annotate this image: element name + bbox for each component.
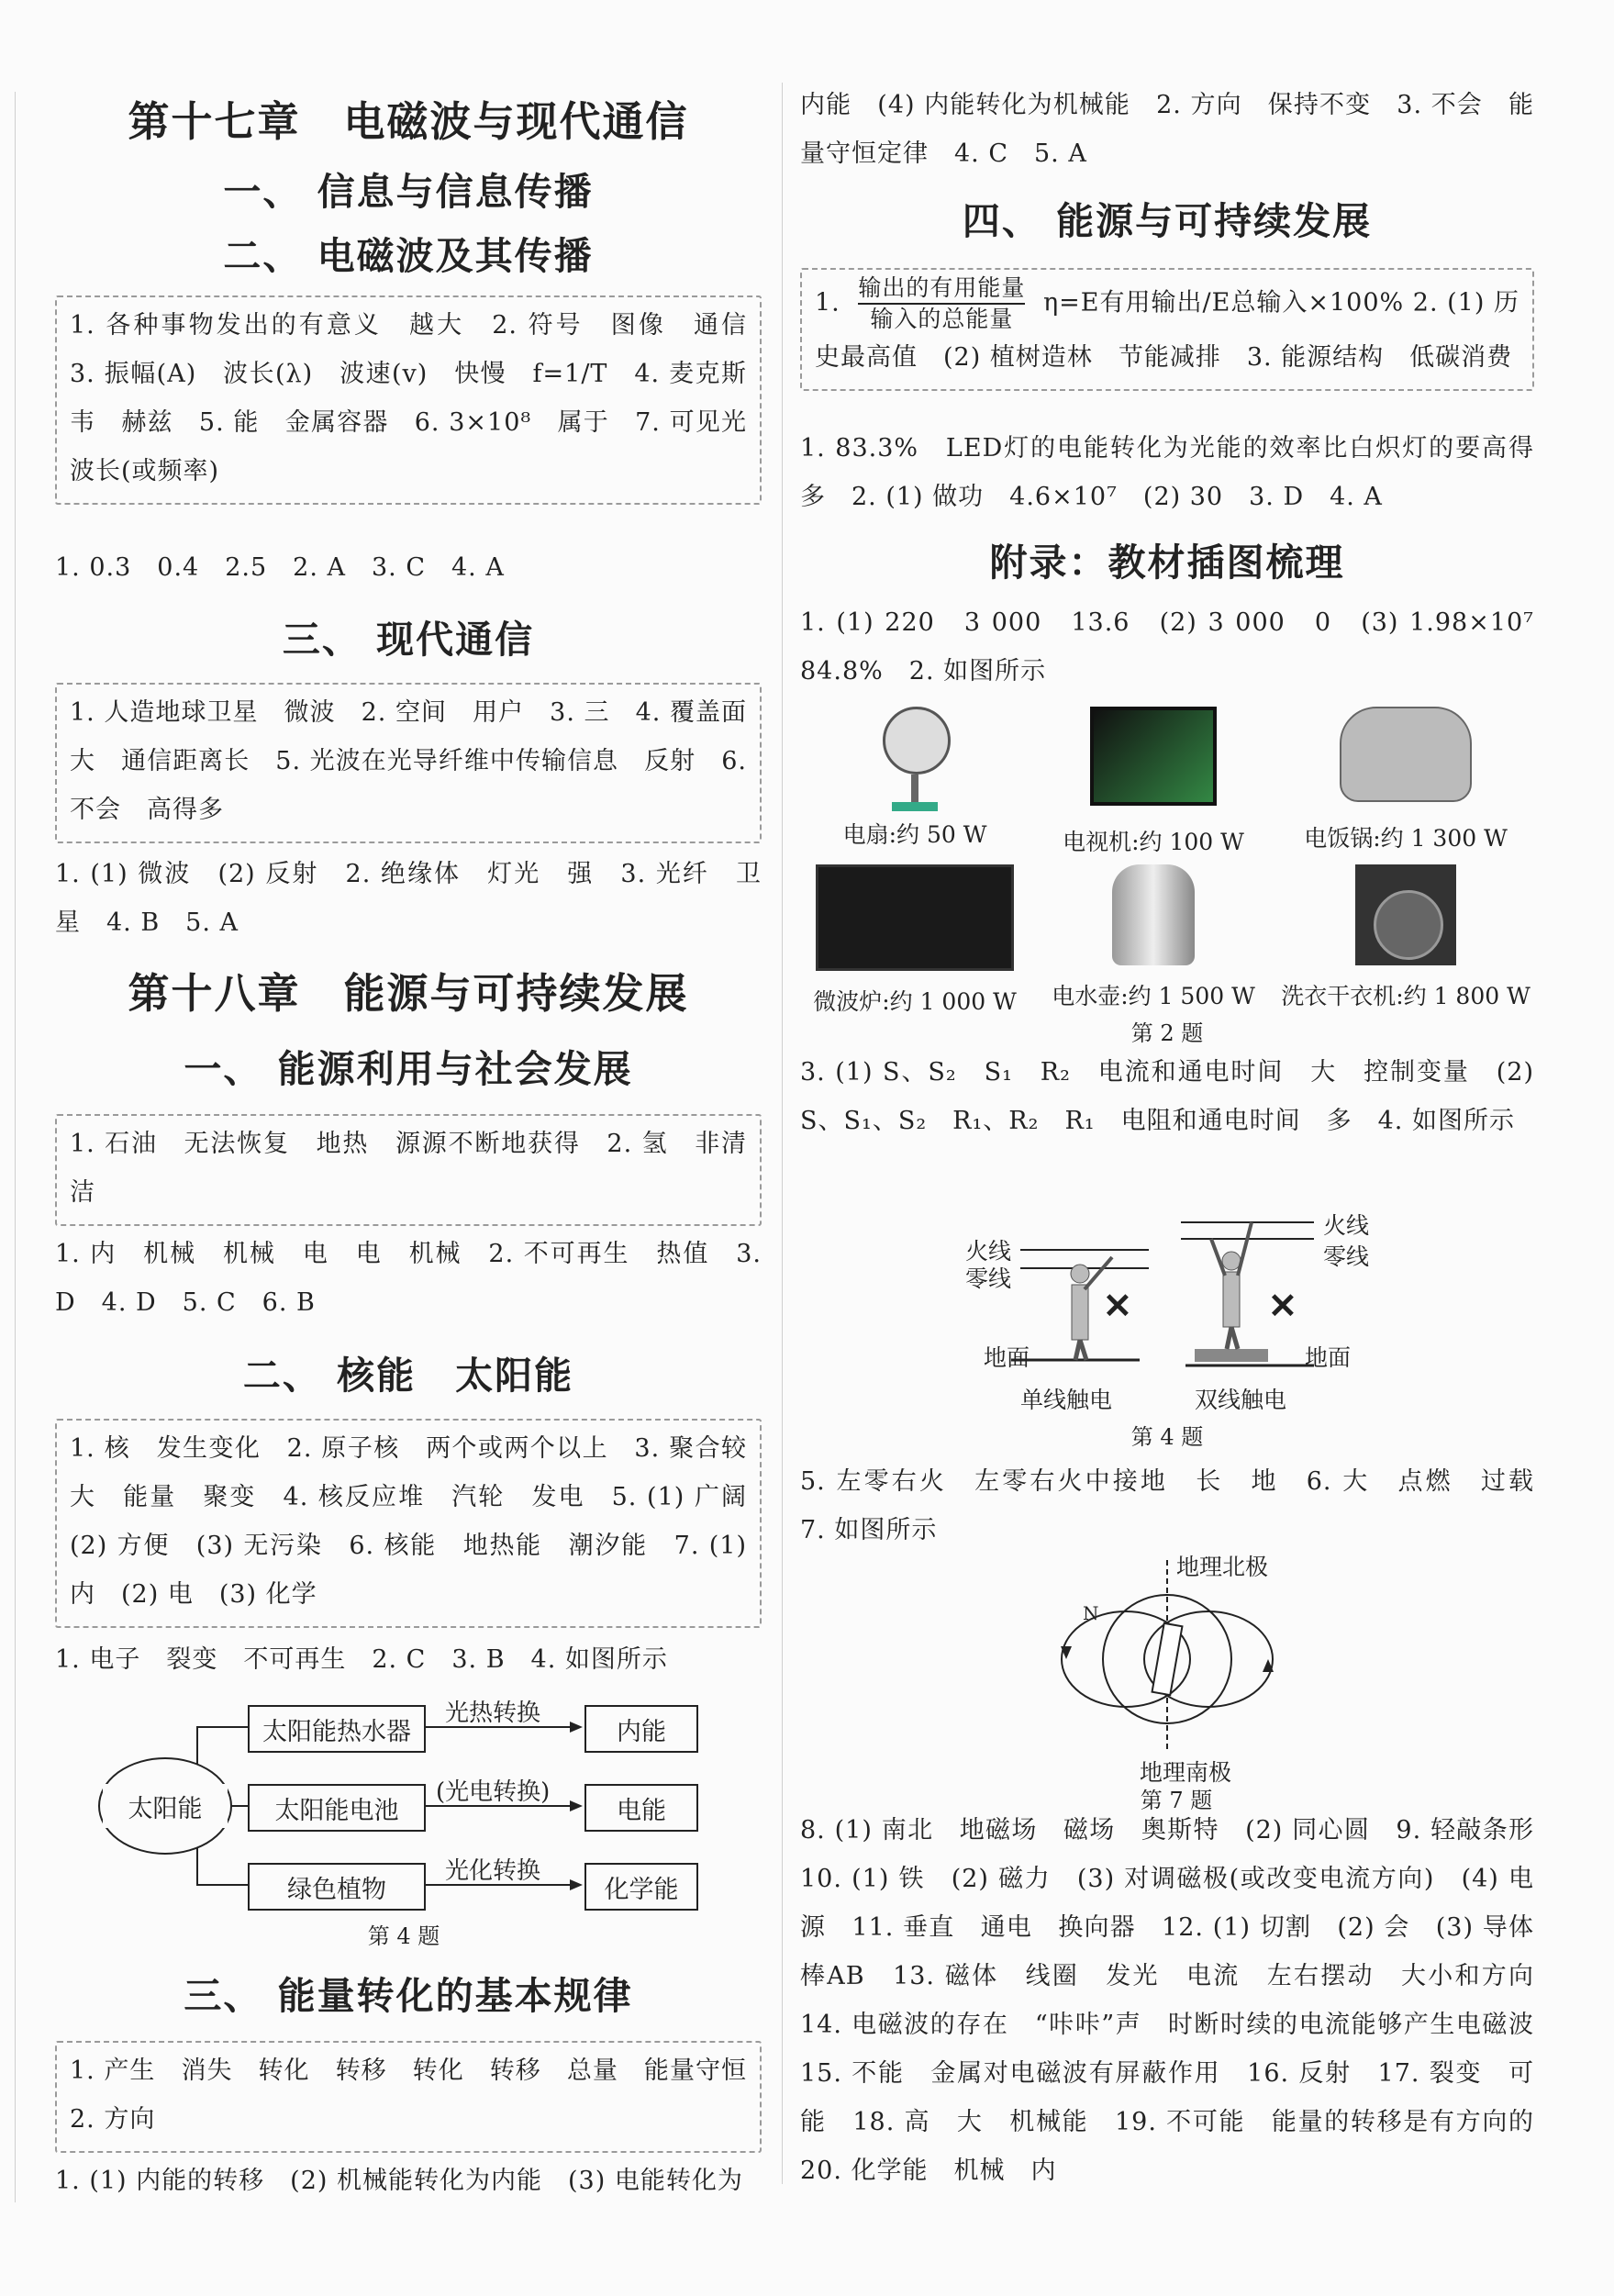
c18-section-1-box: 1. 石油 无法恢复 地热 源源不断地获得 2. 氢 非清洁 xyxy=(55,1114,762,1226)
single-wire-caption: 单线触电 xyxy=(1020,1387,1113,1413)
c18-section-3-box: 1. 产生 消失 转化 转移 转化 转移 总量 能量守恒 2. 方向 xyxy=(55,2041,762,2153)
kettle-label: 电水壶:约 1 500 W xyxy=(1052,983,1255,1009)
washer-label: 洗衣干衣机:约 1 800 W xyxy=(1281,983,1531,1009)
appliance-tv xyxy=(1030,707,1277,857)
live-wire-label-1: 火线 xyxy=(965,1238,1012,1265)
node-solar: 太阳能 xyxy=(103,1784,228,1828)
column-divider xyxy=(782,83,783,2184)
answer-3: 3. (1) S、S₂ S₁ R₂ 电流和通电时间 大 控制变量 (2) S、S₁、S₂ R₁、R₂ R₁ 电阻和通电时间 多 4. 如图所示 xyxy=(800,1058,1534,1135)
solar-energy-diagram xyxy=(92,1700,734,1956)
node-electric-energy: 电能 xyxy=(584,1784,698,1832)
label-photothermal: 光热转换 xyxy=(445,1700,541,1727)
section-2-box: 1. 各种事物发出的有意义 越大 2. 符号 图像 通信 3. 振幅(A) 波长(λ) 波速(v) 快慢 f=1/T 4. 麦克斯韦 赫兹 5. 能 金属容器 6. 3×10⁸ 属于 7. 可见光 波长(或频率) xyxy=(55,295,762,505)
geographic-south-label: 地理南极 xyxy=(1140,1759,1232,1786)
ground-label-1: 地面 xyxy=(984,1344,1030,1371)
appliance-microwave xyxy=(800,864,1030,1017)
microwave-label: 微波炉:约 1 000 W xyxy=(813,988,1017,1015)
electric-shock-figure xyxy=(965,1202,1387,1459)
tv-icon xyxy=(1090,707,1217,806)
fan-label: 电扇:约 50 W xyxy=(842,821,987,848)
label-photochemical: 光化转换 xyxy=(445,1857,541,1885)
page-edge-line xyxy=(15,92,16,2202)
section-2-title: 二、 电磁波及其传播 xyxy=(223,234,594,278)
appliance-washer-dryer xyxy=(1277,864,1534,1011)
efficiency-fraction xyxy=(858,273,1025,334)
ground-label-2: 地面 xyxy=(1305,1344,1352,1371)
figure-4-caption: 第 4 题 xyxy=(367,1923,440,1949)
washer-icon xyxy=(1355,864,1456,965)
fan-icon xyxy=(883,707,947,808)
appendix-answer-1: 1. (1) 220 3 000 13.6 (2) 3 000 0 (3) 1.98×10⁷ 84.8% 2. 如图所示 xyxy=(800,608,1560,685)
section-3-title: 三、 现代通信 xyxy=(282,618,535,662)
chapter-18-title: 第十八章 能源与可持续发展 xyxy=(128,969,689,1018)
figure-2-caption: 第 2 题 xyxy=(1130,1020,1204,1046)
efficiency-formula: η=E有用输出/E总输入×100% xyxy=(1042,288,1405,318)
c18-section-3-title: 三、 能量转化的基本规律 xyxy=(184,1974,633,2018)
section-1-title: 一、 信息与信息传播 xyxy=(223,170,594,214)
cross-mark-1: ✕ xyxy=(1103,1285,1132,1326)
node-water-heater: 太阳能热水器 xyxy=(248,1705,426,1753)
c18-section-2-box: 1. 核 发生变化 2. 原子核 两个或两个以上 3. 聚合较大 能量 聚变 4. 核反应堆 汽轮 发电 5. (1) 广阔 (2) 方便 (3) 无污染 6. 核能 地热能 潮汐能 7. (1) 内 (2) 电 (3) 化学 xyxy=(55,1419,762,1628)
s4-rest: 2. (1) 历史最高值 (2) 植树造林 节能减排 3. 能源结构 低碳消费 xyxy=(815,288,1519,372)
s4-item-1: 1. xyxy=(815,288,840,318)
node-internal-energy: 内能 xyxy=(584,1705,698,1753)
c18-section-2-answers: 1. 电子 裂变 不可再生 2. C 3. B 4. 如图所示 xyxy=(55,1645,668,1674)
microwave-icon xyxy=(816,864,1014,971)
chapter-17-title: 第十七章 电磁波与现代通信 xyxy=(128,97,689,146)
neutral-wire-label-1: 零线 xyxy=(965,1265,1012,1292)
live-wire-label-2: 火线 xyxy=(1323,1212,1370,1239)
label-photoelectric: (光电转换) xyxy=(436,1778,551,1806)
figure-4b-caption: 第 4 题 xyxy=(1130,1424,1204,1450)
c18-section-1-answers: 1. 内 机械 机械 电 电 机械 2. 不可再生 热值 3. D 4. D 5. C 6. B xyxy=(55,1240,762,1317)
c18-section-2-title: 二、 核能 太阳能 xyxy=(242,1354,574,1398)
neutral-wire-label-2: 零线 xyxy=(1323,1243,1370,1270)
c18-section-3-answers: 1. (1) 内能的转移 (2) 机械能转化为内能 (3) 电能转化为 xyxy=(55,2167,743,2195)
c18-section-1-title: 一、 能源利用与社会发展 xyxy=(184,1047,633,1091)
section-3-box: 1. 人造地球卫星 微波 2. 空间 用户 3. 三 4. 覆盖面大 通信距离长 5. 光波在光导纤维中传输信息 反射 6. 不会 高得多 xyxy=(55,683,762,843)
fraction-denominator: 输入的总能量 xyxy=(870,306,1014,332)
section-4-answers: 1. 83.3% LED灯的电能转化为光能的效率比白炽灯的要高得多 2. (1) 做功 4.6×10⁷ (2) 30 3. D 4. A xyxy=(800,434,1534,511)
tv-label: 电视机:约 100 W xyxy=(1063,829,1244,855)
answer-5-7: 5. 左零右火 左零右火中接地 长 地 6. 大 点燃 过载 7. 如图所示 xyxy=(800,1467,1560,1544)
node-solar-cell: 太阳能电池 xyxy=(248,1784,426,1832)
rice-cooker-icon xyxy=(1340,707,1472,802)
node-chemical-energy: 化学能 xyxy=(584,1863,698,1911)
figure-7-caption: 第 7 题 xyxy=(1140,1788,1213,1813)
answers-8-20: 8. (1) 南北 地磁场 磁场 奥斯特 (2) 同心圆 9. 轻敲条形 10. (1) 铁 (2) 磁力 (3) 对调磁极(或改变电流方向) (4) 电源 11. 垂直 通电 换向器 12. (1) 切割 (2) 会 (3) 导体棒AB 13. 磁体 线圈 发光 电流 左右摆动 大小和方向 14. 电磁波的存在 “咔咔”声 时断时续的电流能够产生电磁波 15. 不能 金属对电磁波有屏蔽作用 16. 反射 17. 裂变 可 能 18. 高 大 机械能 19. 不可能 能量的转移是有方向的 20. 化学能 机械 内 xyxy=(800,1816,1560,2185)
double-wire-caption: 双线触电 xyxy=(1195,1387,1287,1413)
kettle-icon xyxy=(1112,864,1195,965)
appliance-fan xyxy=(800,707,1030,850)
appendix-title: 附录：教材插图梳理 xyxy=(989,541,1345,585)
section-2-answers: 1. 0.3 0.4 2.5 2. A 3. C 4. A xyxy=(55,553,505,582)
section-4-title: 四、 能源与可持续发展 xyxy=(962,199,1373,243)
fraction-numerator: 输出的有用能量 xyxy=(858,273,1025,305)
section-4-box xyxy=(800,268,1534,391)
appliance-rice-cooker xyxy=(1277,707,1534,853)
geographic-north-label: 地理北极 xyxy=(1176,1554,1269,1580)
continued-answers: 内能 (4) 内能转化为机械能 2. 方向 保持不变 3. 不会 能量守恒定律 4. C 5. A xyxy=(800,91,1534,168)
node-green-plant: 绿色植物 xyxy=(248,1863,426,1911)
cross-mark-2: ✕ xyxy=(1268,1285,1297,1326)
section-3-answers: 1. (1) 微波 (2) 反射 2. 绝缘体 灯光 强 3. 光纤 卫星 4. B 5. A xyxy=(55,860,762,937)
appliance-kettle xyxy=(1030,864,1277,1011)
rice-cooker-label: 电饭锅:约 1 300 W xyxy=(1304,825,1508,852)
appliance-figure xyxy=(800,707,1534,1046)
earth-magnetic-figure xyxy=(1039,1551,1314,1813)
north-pole-mark: N xyxy=(1083,1602,1099,1624)
